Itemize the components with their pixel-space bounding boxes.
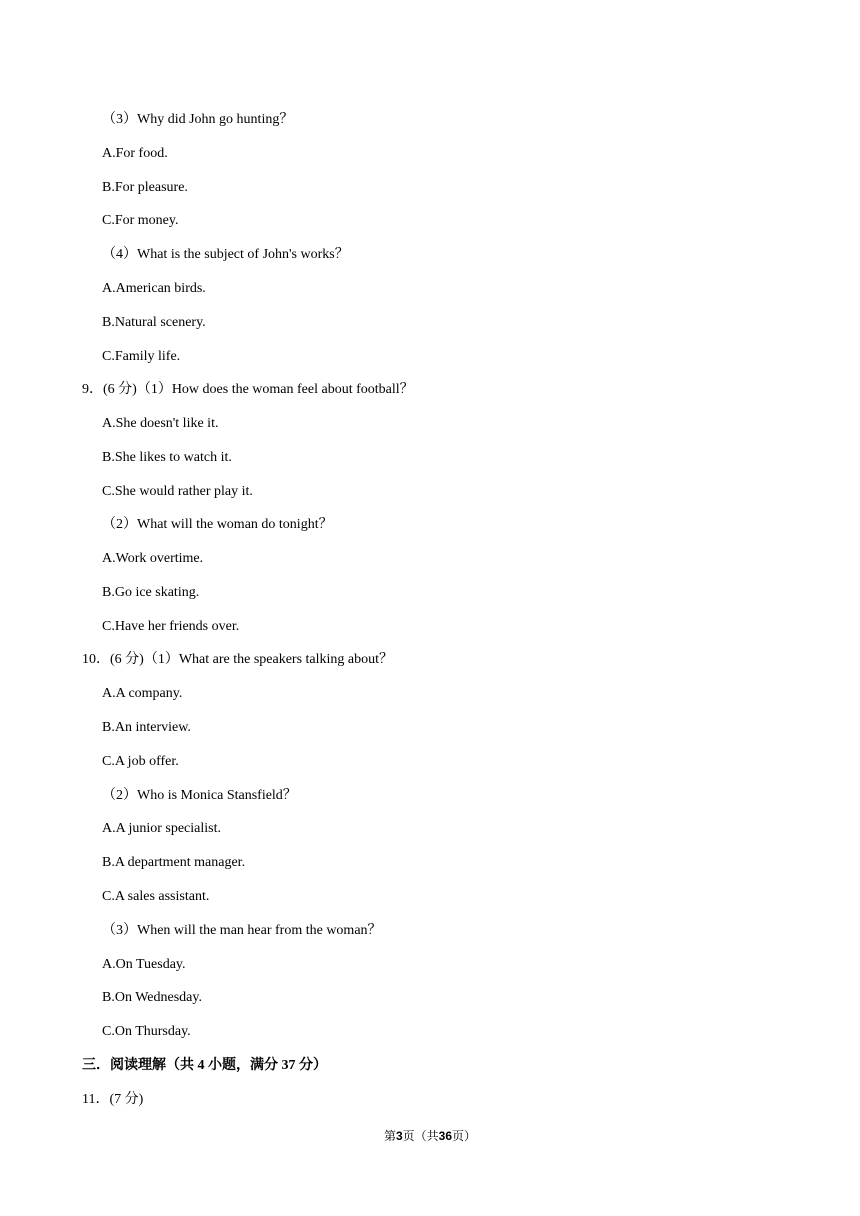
footer-prefix: 第 bbox=[383, 1129, 396, 1143]
option-a: A.A company. bbox=[102, 686, 183, 701]
option-b: B.For pleasure. bbox=[102, 180, 188, 195]
option-b: B.Natural scenery. bbox=[102, 315, 206, 330]
option-c: C.On Thursday. bbox=[102, 1024, 191, 1039]
option-b: B.Go ice skating. bbox=[102, 585, 200, 600]
question-10-2-stem: （2）Who is Monica Stansfield？ bbox=[102, 788, 297, 803]
option-b: B.She likes to watch it. bbox=[102, 450, 232, 465]
option-c: C.A job offer. bbox=[102, 754, 179, 769]
section-heading: 三．阅读理解（共 4 小题，满分 37 分） bbox=[82, 1058, 327, 1073]
option-b: B.On Wednesday. bbox=[102, 990, 202, 1005]
question-9-stem: 9．(6 分)（1）How does the woman feel about football？ bbox=[82, 382, 414, 397]
footer-middle: 页（共 bbox=[402, 1129, 439, 1143]
question-3-stem: （3）Why did John go hunting？ bbox=[102, 112, 294, 127]
option-c: C.She would rather play it. bbox=[102, 484, 253, 499]
question-4-stem: （4）What is the subject of John's works？ bbox=[102, 247, 349, 262]
option-a: A.For food. bbox=[102, 146, 168, 161]
question-9-2-stem: （2）What will the woman do tonight？ bbox=[102, 517, 333, 532]
page-number: 3 bbox=[395, 1129, 403, 1143]
page-footer bbox=[0, 1128, 860, 1144]
total-pages: 36 bbox=[438, 1129, 453, 1143]
option-b: B.An interview. bbox=[102, 720, 191, 735]
option-a: A.On Tuesday. bbox=[102, 957, 186, 972]
option-a: A.She doesn't like it. bbox=[102, 416, 219, 431]
option-c: C.A sales assistant. bbox=[102, 889, 210, 904]
question-10-3-stem: （3）When will the man hear from the woman？ bbox=[102, 923, 382, 938]
option-a: A.A junior specialist. bbox=[102, 821, 221, 836]
option-c: C.Have her friends over. bbox=[102, 619, 240, 634]
question-11-stem: 11．(7 分) bbox=[82, 1092, 144, 1107]
option-c: C.For money. bbox=[102, 213, 179, 228]
option-b: B.A department manager. bbox=[102, 855, 246, 870]
option-a: A.Work overtime. bbox=[102, 551, 204, 566]
option-c: C.Family life. bbox=[102, 349, 181, 364]
option-a: A.American birds. bbox=[102, 281, 206, 296]
footer-suffix: 页） bbox=[452, 1129, 477, 1143]
question-10-stem: 10．(6 分)（1）What are the speakers talking about？ bbox=[82, 652, 394, 667]
